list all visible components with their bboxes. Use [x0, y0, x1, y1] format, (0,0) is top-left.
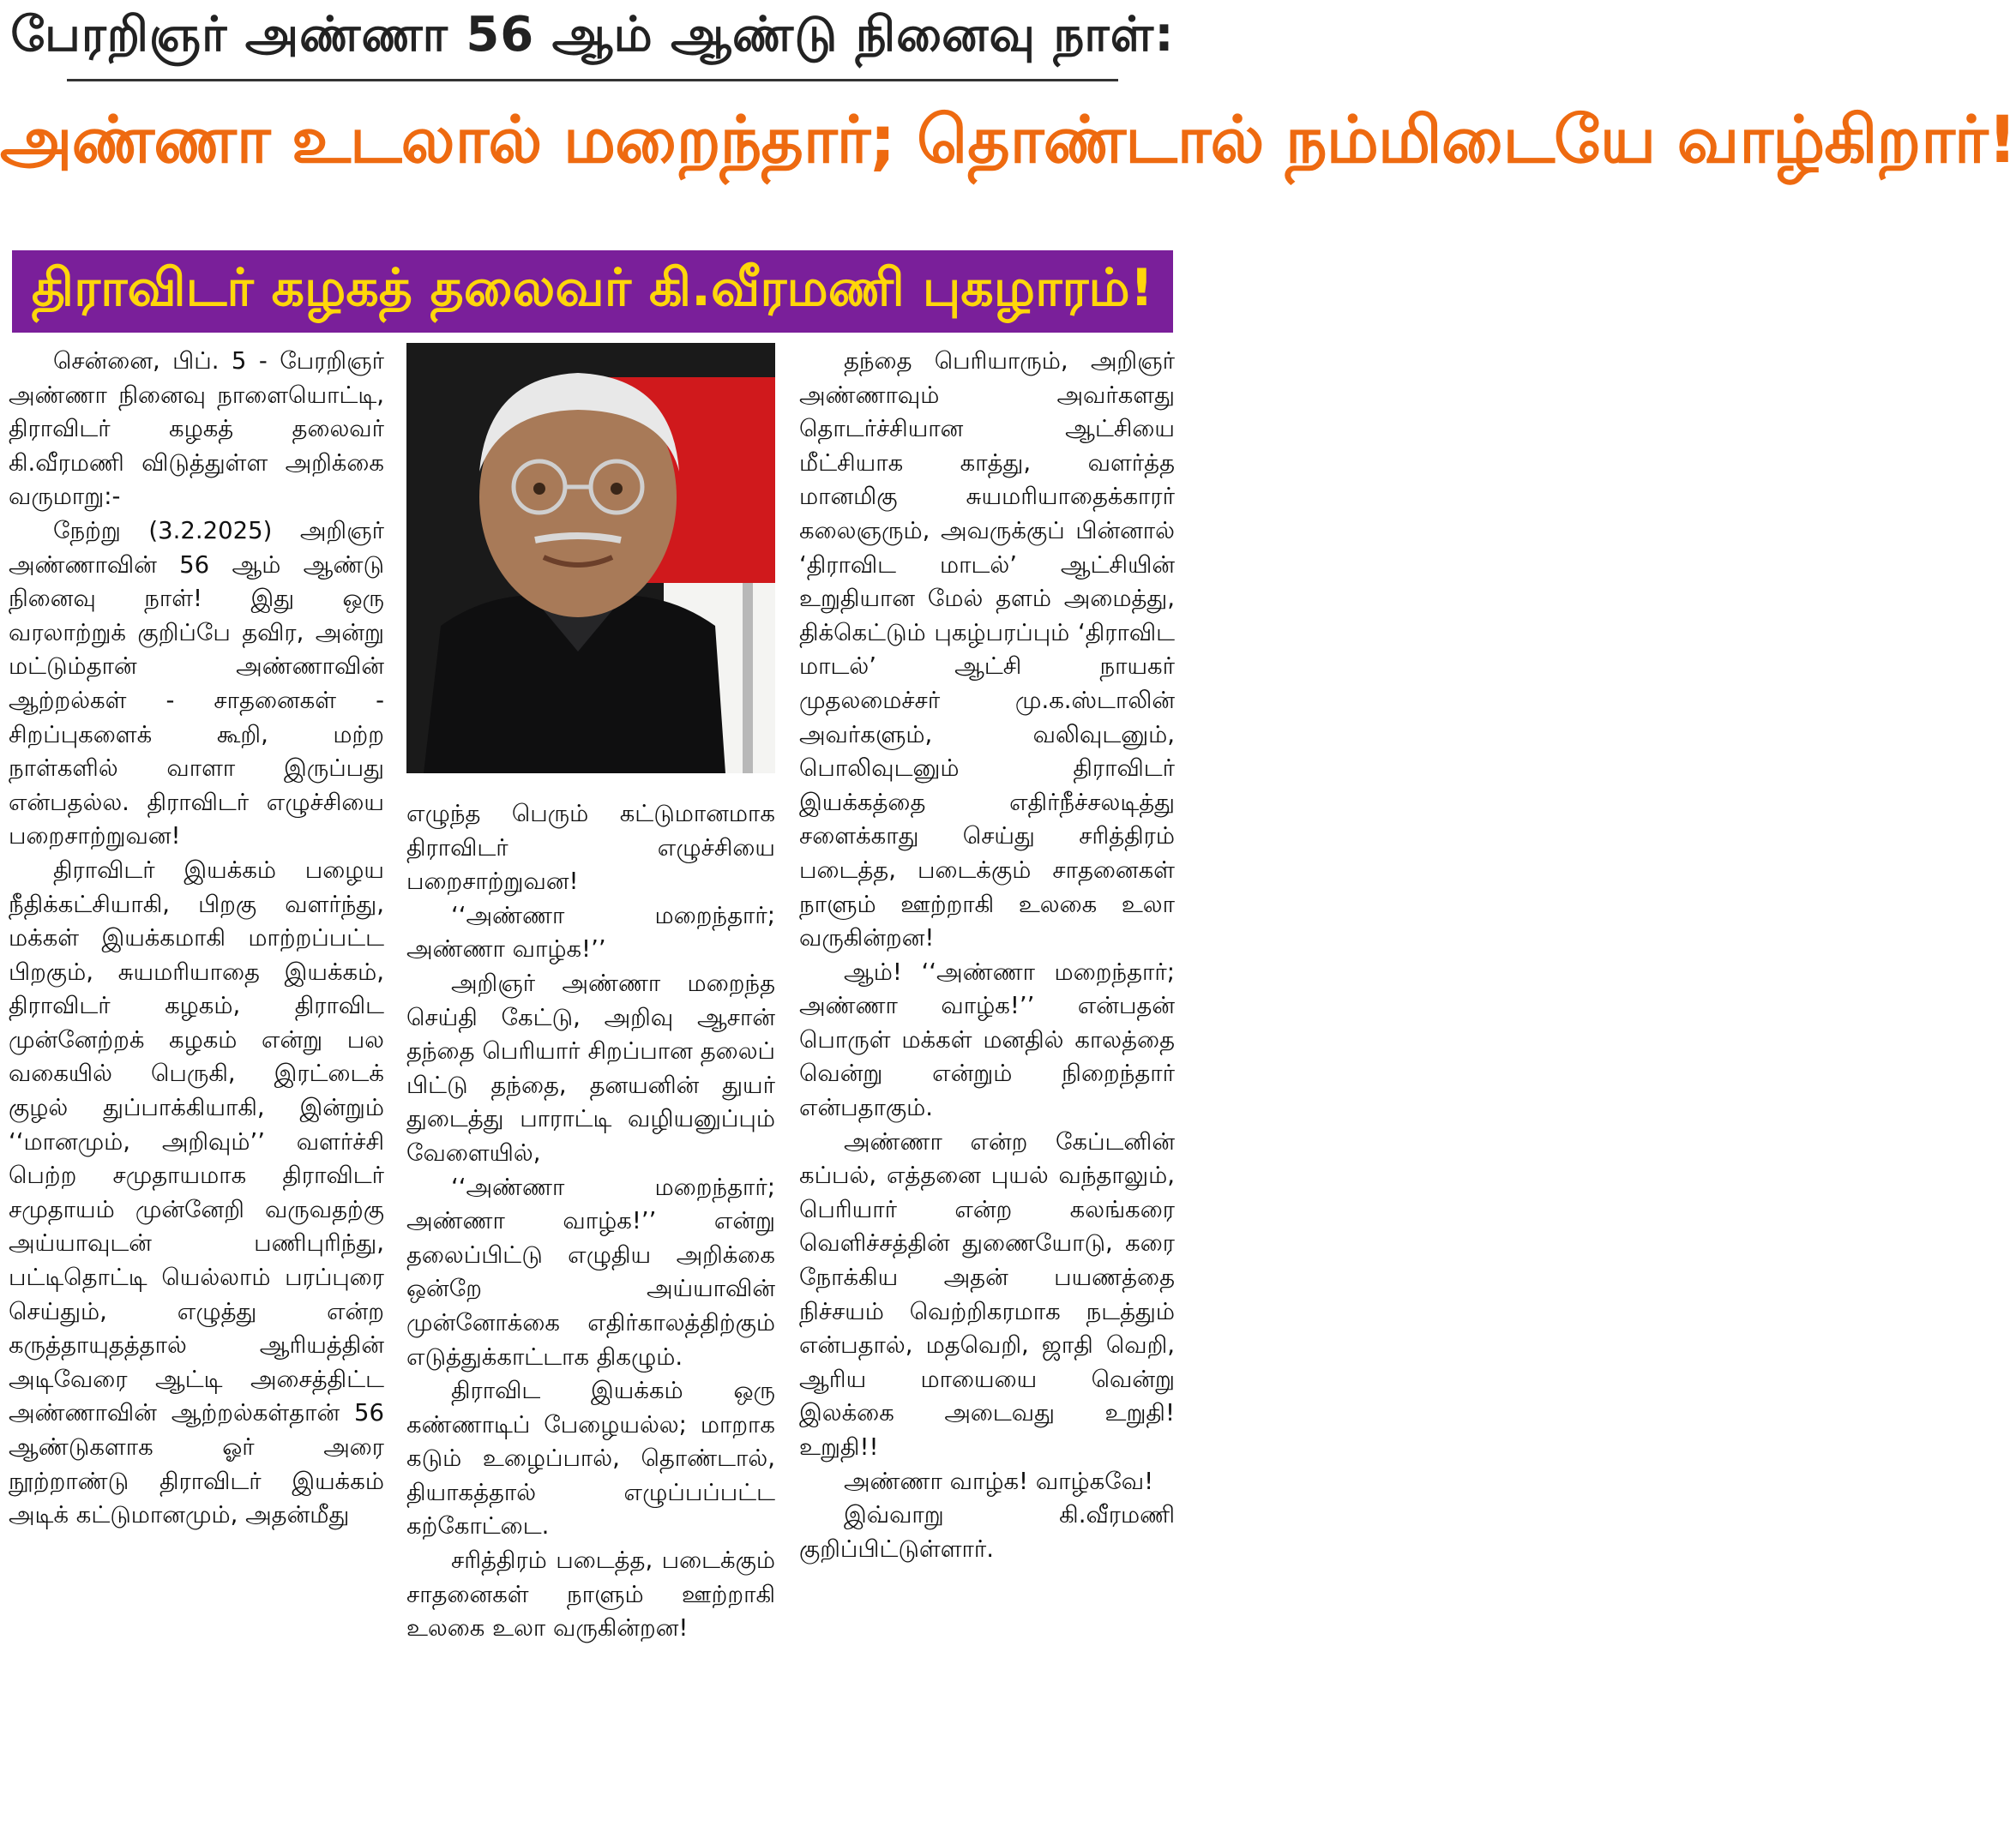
paragraph: திராவிட இயக்கம் ஒரு கண்ணாடிப் பேழையல்ல; மாறாக கடும் உழைப்பால், தொண்டால், தியாகத்தால் எழுப்பப்பட்ட கற்கோட்டை. — [406, 1377, 775, 1541]
paragraph: சென்னை, பிப். 5 - பேரறிஞர் அண்ணா நினைவு நாளையொட்டி, திராவிடர் கழகத் தலைவர் கி.வீரமணி விடுத்துள்ள அறிக்கை வருமாறு:- — [9, 347, 384, 511]
paragraph: எழுந்த பெரும் கட்டுமானமாக திராவிடர் எழுச்சியை பறைசாற்றுவன! — [406, 800, 775, 896]
article-column-1 — [9, 345, 384, 1533]
paragraph: ஆம்! ‘‘அண்ணா மறைந்தார்; அண்ணா வாழ்க!’’ என்பதன் பொருள் மக்கள் மனதில் காலத்தை வென்று என்றும் நிறைந்தார் என்பதாகும். — [799, 958, 1175, 1122]
subheadline-banner — [12, 250, 1173, 333]
paragraph: திராவிடர் இயக்கம் பழைய நீதிக்கட்சியாகி, பிறகு வளர்ந்து, மக்கள் இயக்கமாகி மாற்றப்பட்ட பிறகும், சுயமரியாதை இயக்கம், திராவிடர் கழகம், திராவிட முன்னேற்றக் கழகம் என்று பல வகையில் பெருகி, இரட்டைக் குழல் துப்பாக்கியாகி, இன்றும் ‘‘மானமும், அறிவும்’’ வளர்ச்சி பெற்ற சமுதாயமாக திராவிடர் சமுதாயம் முன்னேறி வருவதற்கு அய்யாவுடன் பணிபுரிந்து, பட்டிதொட்டி யெல்லாம் பரப்புரை செய்தும், எழுத்து என்ற கருத்தாயுதத்தால் ஆரியத்தின் அடிவேரை ஆட்டி அசைத்திட்ட அண்ணாவின் ஆற்றல்கள்தான் 56 ஆண்டுகளாக ஓர் அரை நூற்றாண்டு திராவிடர் இயக்கம் அடிக் கட்டுமானமும், அதன்மீது — [9, 856, 384, 1529]
article-column-2 — [406, 797, 775, 1646]
article-column-3 — [799, 345, 1175, 1566]
kicker-title: பேரறிஞர் அண்ணா 56 ஆம் ஆண்டு நினைவு நாள்: — [10, 7, 1175, 63]
portrait-photo — [406, 343, 775, 773]
paragraph: அறிஞர் அண்ணா மறைந்த செய்தி கேட்டு, அறிவு ஆசான் தந்தை பெரியார் சிறப்பான தலைப் பிட்டு தந்தை, தனயனின் துயர் துடைத்து பாராட்டி வழியனுப்பும் வேளையில், — [406, 969, 775, 1167]
signoff: இவ்வாறு கி.வீரமணி குறிப்பிட்டுள்ளார். — [799, 1501, 1175, 1563]
paragraph: சரித்திரம் படைத்த, படைக்கும் சாதனைகள் நாளும் ஊற்றாகி உலகை உலா வருகின்றன! — [406, 1547, 775, 1643]
paragraph: அண்ணா என்ற கேப்டனின் கப்பல், எத்தனை புயல் வந்தாலும், பெரியார் என்ற கலங்கரை வெளிச்சத்தின் துணையோடு, கரை நோக்கிய அதன் பயணத்தை நிச்சயம் வெற்றிகரமாக நடத்தும் என்பதால், மதவெறி, ஜாதி வெறி, ஆரிய மாயையை வென்று இலக்கை அடைவது உறுதி! உறுதி!! — [799, 1127, 1175, 1461]
headline: அண்ணா உடலால் மறைந்தார்; தொண்டால் நம்மிடையே வாழ்கிறார்! — [0, 101, 2016, 177]
paragraph: நேற்று (3.2.2025) அறிஞர் அண்ணாவின் 56 ஆம் ஆண்டு நினைவு நாள்! இது ஒரு வரலாற்றுக் குறிப்பே தவிர, அன்று மட்டும்தான் அண்ணாவின் ஆற்றல்கள் - சாதனைகள் - சிறப்புகளைக் கூறி, மற்ற நாள்களில் வாளா இருப்பது என்பதல்ல. திராவிடர் எழுச்சியை பறைசாற்றுவன! — [9, 516, 384, 850]
paragraph: தந்தை பெரியாரும், அறிஞர் அண்ணாவும் அவர்களது தொடர்ச்சியான ஆட்சியை மீட்சியாக காத்து, வளர்த்த மானமிகு சுயமரியாதைக்காரர் கலைஞரும், அவருக்குப் பின்னால் ‘திராவிட மாடல்’ ஆட்சியின் உறுதியான மேல் தளம் அமைத்து, திக்கெட்டும் புகழ்பரப்பும் ‘திராவிட மாடல்’ ஆட்சி நாயகர் முதலமைச்சர் மு.க.ஸ்டாலின் அவர்களும், வலிவுடனும், பொலிவுடனும் திராவிடர் இயக்கத்தை எதிர்நீச்சலடித்து சளைக்காது செய்து சரித்திரம் படைத்த, படைக்கும் சாதனைகள் நாளும் ஊற்றாகி உலகை உலா வருகின்றன! — [799, 347, 1175, 952]
paragraph: ‘‘அண்ணா மறைந்தார்; அண்ணா வாழ்க!’’ என்று தலைப்பிட்டு எழுதிய அறிக்கை ஒன்றே அய்யாவின் முன்னோக்கை எதிர்காலத்திற்கும் எடுத்துக்காட்டாக திகழும். — [406, 1173, 775, 1371]
paragraph: அண்ணா வாழ்க! வாழ்கவே! — [844, 1467, 1154, 1495]
quote-line: ‘‘அண்ணா மறைந்தார்; அண்ணா வாழ்க!’’ — [406, 901, 775, 964]
kicker-divider — [67, 79, 1118, 81]
banner-text: திராவிடர் கழகத் தலைவர் கி.வீரமணி புகழாரம்! — [31, 258, 1154, 318]
